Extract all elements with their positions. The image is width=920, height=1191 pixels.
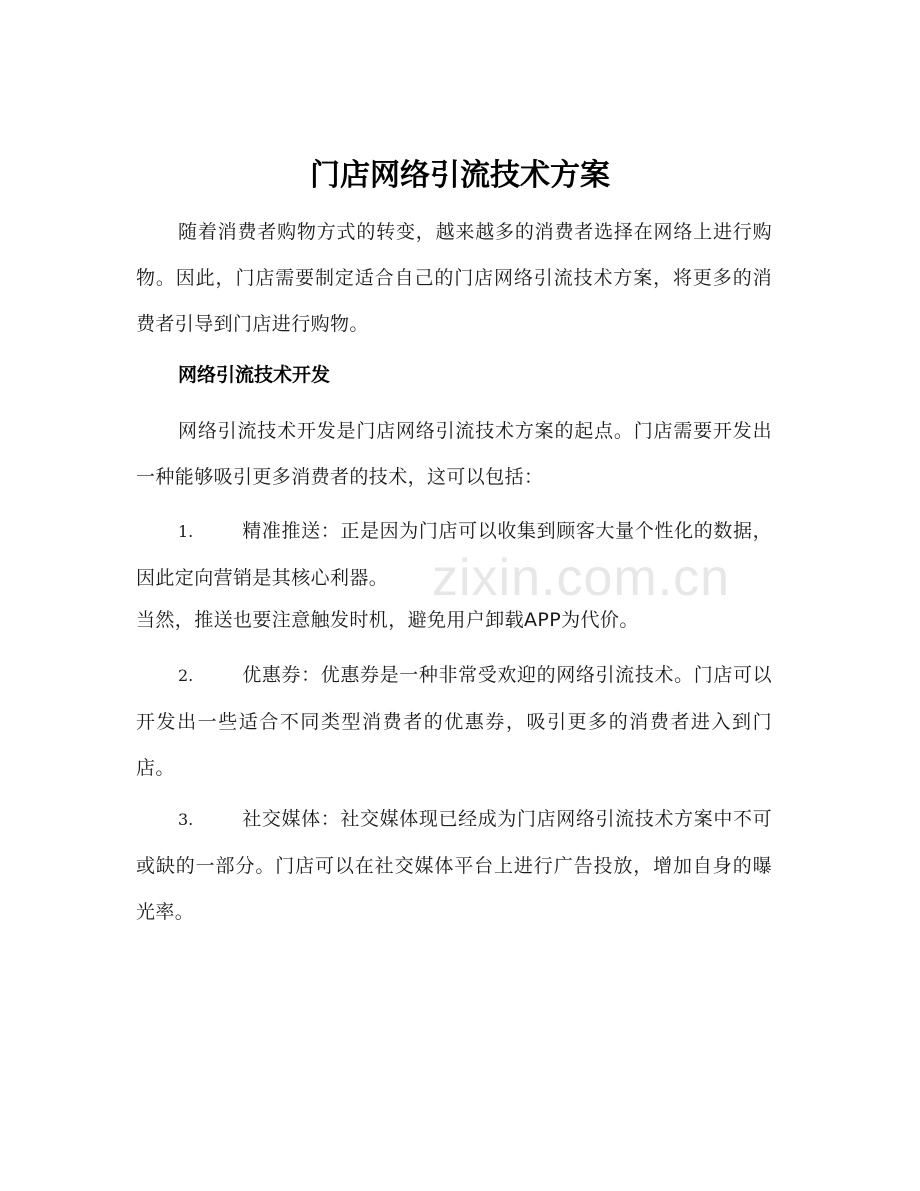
- watermark: zixin.com.cn: [432, 549, 731, 607]
- list-item-number: 2.: [178, 666, 194, 685]
- list-item-2: [136, 652, 772, 791]
- list-item-text: 优惠券：优惠券是一种非常受欢迎的网络引流技术。门店可以开发出一些适合不同类型消费者的优惠券，吸引更多的消费者进入到门店。: [136, 664, 772, 779]
- list-item-text: 社交媒体：社交媒体现已经成为门店网络引流技术方案中不可或缺的一部分。门店可以在社交媒体平台上进行广告投放，增加自身的曝光率。: [136, 808, 772, 923]
- list-item-1: [136, 508, 772, 601]
- list-item-text: 精准推送：正是因为门店可以收集到顾客大量个性化的数据，因此定向营销是其核心利器。: [136, 520, 772, 589]
- section-paragraph: 网络引流技术开发是门店网络引流技术方案的起点。门店需要开发出一种能够吸引更多消费者的技术，这可以包括：: [136, 420, 772, 488]
- list-item-3: [136, 796, 772, 935]
- document-title: 门店网络引流技术方案: [310, 158, 610, 193]
- intro-paragraph: 随着消费者购物方式的转变，越来越多的消费者选择在网络上进行购物。因此，门店需要制定适合自己的门店网络引流技术方案，将更多的消费者引导到门店进行购物。: [136, 221, 772, 335]
- item-note: 当然，推送也要注意触发时机，避免用户卸载APP为代价。: [136, 609, 639, 631]
- list-item-number: 3.: [178, 810, 194, 829]
- list-item-number: 1.: [178, 522, 194, 541]
- section-heading: 网络引流技术开发: [178, 364, 331, 386]
